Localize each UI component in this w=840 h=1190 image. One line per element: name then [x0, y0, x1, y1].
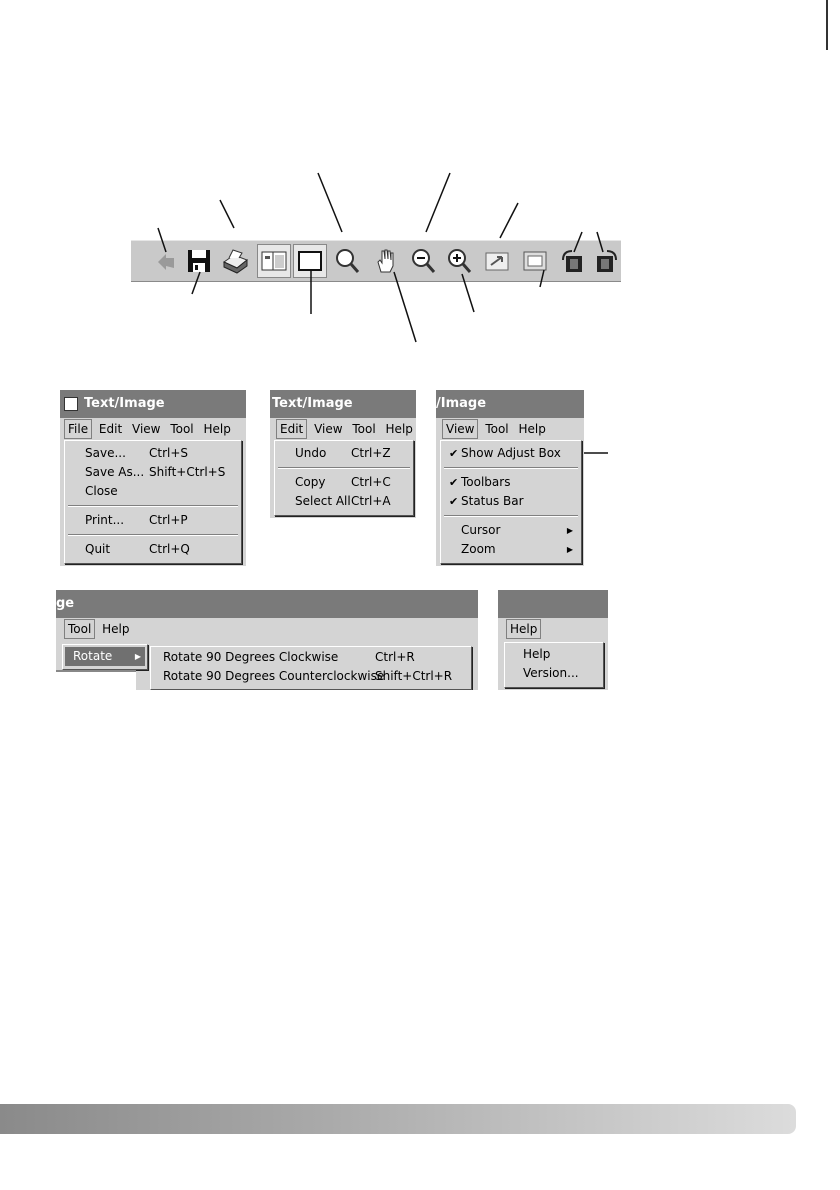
- window-title: ge: [56, 596, 75, 611]
- menu-item-help[interactable]: Help: [523, 647, 551, 661]
- menu-item-save[interactable]: Save... Ctrl+S: [85, 446, 189, 460]
- hand-button[interactable]: [371, 245, 403, 277]
- back-button[interactable]: [149, 245, 181, 277]
- view-menu-window: [436, 390, 584, 566]
- menu-view[interactable]: View: [442, 419, 478, 439]
- menu-tool[interactable]: Tool: [64, 619, 95, 639]
- menu-item-cursor[interactable]: Cursor ▶: [441, 521, 581, 540]
- tool-menu-window: [56, 590, 478, 690]
- check-icon: ✔: [449, 447, 459, 460]
- window-titlebar: [436, 390, 584, 418]
- menu-item-close[interactable]: Close: [85, 484, 118, 498]
- submenu-arrow-icon: ▶: [134, 652, 141, 661]
- menu-item-zoom[interactable]: Zoom ▶: [441, 540, 581, 559]
- menu-edit[interactable]: Edit: [276, 419, 307, 439]
- menu-help[interactable]: Help: [506, 619, 541, 639]
- menu-bar: [436, 418, 584, 440]
- menu-tool[interactable]: Tool: [170, 422, 194, 436]
- help-dropdown: [504, 642, 604, 688]
- menu-item-rotate-ccw[interactable]: Rotate 90 Degrees Counterclockwise Shift+Ctrl+R: [163, 669, 453, 683]
- viewer-toolbar: [131, 240, 621, 282]
- menu-file[interactable]: File: [64, 419, 92, 439]
- menu-item-toolbars[interactable]: ✔ Toolbars: [441, 473, 581, 492]
- menu-help[interactable]: Help: [518, 422, 546, 436]
- save-icon: [184, 246, 214, 276]
- menu-item-rotate[interactable]: Rotate ▶: [65, 647, 145, 666]
- menu-item-print[interactable]: Print... Ctrl+P: [85, 513, 188, 527]
- frame-icon: [295, 246, 325, 276]
- menu-item-save-as[interactable]: Save As... Shift+Ctrl+S: [85, 465, 226, 479]
- menu-item-quit[interactable]: Quit Ctrl+Q: [85, 542, 190, 556]
- app-icon: [64, 397, 78, 411]
- menu-tool[interactable]: Tool: [352, 422, 376, 436]
- resize-button[interactable]: [481, 245, 513, 277]
- zoom-out-button[interactable]: [407, 245, 439, 277]
- window-titlebar: [498, 590, 608, 618]
- window-title: /Image: [436, 396, 487, 411]
- rotate-ccw-button[interactable]: [557, 245, 589, 277]
- menu-item-status-bar[interactable]: ✔ Status Bar: [441, 492, 581, 511]
- fit-window-button[interactable]: [519, 245, 551, 277]
- page-frame-line: [826, 0, 828, 50]
- menu-separator: [68, 505, 238, 507]
- menu-item-copy[interactable]: Copy Ctrl+C: [295, 475, 391, 489]
- file-dropdown: [64, 440, 242, 564]
- menu-bar: [498, 618, 608, 640]
- fit-window-icon: [520, 246, 550, 276]
- window-titlebar: [60, 390, 246, 418]
- window-titlebar: [270, 390, 416, 418]
- save-button[interactable]: [183, 245, 215, 277]
- rotate-submenu: [150, 646, 472, 690]
- view-dropdown: [440, 440, 582, 564]
- menu-bar: [56, 618, 478, 640]
- menu-item-undo[interactable]: Undo Ctrl+Z: [295, 446, 391, 460]
- print-icon: [220, 246, 250, 276]
- edit-dropdown: [274, 440, 414, 516]
- menu-item-version[interactable]: Version...: [523, 666, 579, 680]
- print-button[interactable]: [219, 245, 251, 277]
- rotate-cw-icon: [592, 246, 622, 276]
- tool-dropdown: [62, 644, 148, 670]
- zoom-in-icon: [444, 246, 474, 276]
- submenu-arrow-icon: ▶: [566, 545, 573, 554]
- window-title: Text/Image: [272, 396, 353, 411]
- hand-icon: [372, 246, 402, 276]
- menu-bar: [60, 418, 246, 440]
- zoom-in-button[interactable]: [443, 245, 475, 277]
- edit-menu-window: [270, 390, 416, 518]
- menu-item-rotate-cw[interactable]: Rotate 90 Degrees Clockwise Ctrl+R: [163, 650, 415, 664]
- menu-separator: [68, 534, 238, 536]
- resize-icon: [482, 246, 512, 276]
- window-content-area: [56, 670, 136, 690]
- menu-help[interactable]: Help: [102, 622, 130, 636]
- back-icon: [150, 246, 180, 276]
- frame-button[interactable]: [293, 244, 327, 278]
- check-icon: ✔: [449, 495, 459, 508]
- menu-edit[interactable]: Edit: [98, 422, 123, 436]
- magnifier-button[interactable]: [331, 245, 363, 277]
- menu-view[interactable]: View: [314, 422, 343, 436]
- layout-icon: [259, 246, 289, 276]
- menu-tool[interactable]: Tool: [485, 422, 509, 436]
- page-footer-bar: [0, 1104, 796, 1134]
- help-menu-window: [498, 590, 608, 690]
- layout-button[interactable]: [257, 244, 291, 278]
- rotate-ccw-icon: [558, 246, 588, 276]
- file-menu-window: [60, 390, 246, 566]
- menu-help[interactable]: Help: [385, 422, 413, 436]
- menu-help[interactable]: Help: [203, 422, 231, 436]
- window-titlebar: [56, 590, 478, 618]
- menu-separator: [444, 515, 578, 517]
- menu-separator: [444, 467, 578, 469]
- menu-view[interactable]: View: [132, 422, 161, 436]
- magnifier-icon: [332, 246, 362, 276]
- submenu-arrow-icon: ▶: [566, 526, 573, 535]
- rotate-cw-button[interactable]: [591, 245, 623, 277]
- zoom-out-icon: [408, 246, 438, 276]
- menu-separator: [278, 467, 410, 469]
- menu-item-show-adjust-box[interactable]: ✔ Show Adjust Box: [441, 444, 581, 463]
- menu-bar: [270, 418, 416, 440]
- check-icon: ✔: [449, 476, 459, 489]
- menu-item-select-all[interactable]: Select All Ctrl+A: [295, 494, 391, 508]
- window-title: Text/Image: [84, 396, 165, 411]
